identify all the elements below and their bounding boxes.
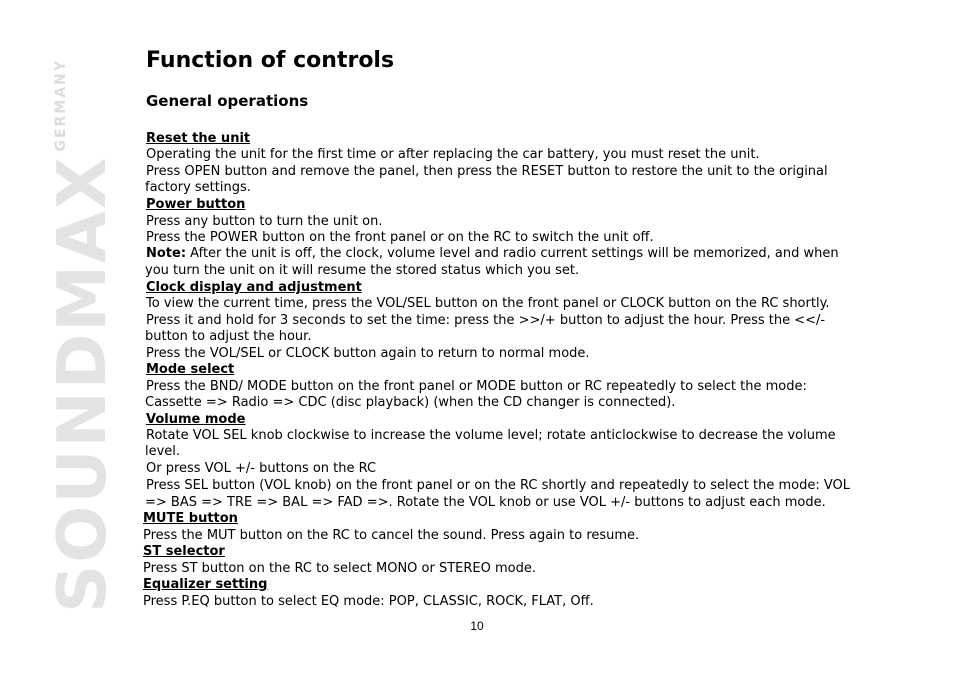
volume-line-5: => BAS => TRE => BAL => FAD =>. Rotate the VOL knob or use VOL +/- buttons to adjust each mode. [145, 495, 826, 510]
section-title: General operations [146, 92, 309, 110]
volume-line-2: level. [145, 444, 181, 459]
power-note-line [146, 246, 839, 262]
power-line-3: After the unit is off, the clock, volume level and radio current settings will be memorized, and when [186, 246, 839, 261]
page-number: 10 [470, 619, 484, 633]
mute-line-1: Press the MUT button on the RC to cancel the sound. Press again to resume. [143, 528, 640, 543]
reset-line-1: Operating the unit for the first time or after replacing the car battery, you must reset the unit. [146, 147, 760, 162]
page-title: Function of controls [146, 48, 395, 73]
volume-line-3: Or press VOL +/- buttons on the RC [146, 461, 377, 476]
clock-line-2: Press it and hold for 3 seconds to set the time: press the >>/+ button to adjust the hour. Press the <</- [146, 313, 826, 328]
reset-line-2: Press OPEN button and remove the panel, then press the RESET button to restore the unit to the original [146, 164, 828, 179]
power-line-2: Press the POWER button on the front panel or on the RC to switch the unit off. [146, 230, 654, 245]
note-label: Note: [146, 246, 187, 261]
eq-heading: Equalizer setting [143, 577, 268, 592]
clock-heading: Clock display and adjustment [146, 280, 362, 295]
reset-heading: Reset the unit [146, 131, 251, 146]
brand-name: SOUNDMAX [43, 155, 121, 613]
eq-line-1: Press P.EQ button to select EQ mode: POP, CLASSIC, ROCK, FLAT, Off. [143, 594, 594, 609]
volume-line-1: Rotate VOL SEL knob clockwise to increase the volume level; rotate anticlockwise to decrease the volume [146, 428, 836, 443]
reset-line-3: factory settings. [145, 180, 251, 195]
clock-line-1: To view the current time, press the VOL/SEL button on the front panel or CLOCK button on the RC shortly. [146, 296, 830, 311]
mode-line-2: Cassette => Radio => CDC (disc playback) (when the CD changer is connected). [145, 395, 676, 410]
power-line-4: you turn the unit on it will resume the stored status which you set. [145, 263, 580, 278]
st-heading: ST selector [143, 544, 225, 559]
mode-heading: Mode select [146, 362, 235, 377]
power-line-1: Press any button to turn the unit on. [146, 214, 383, 229]
clock-line-3: button to adjust the hour. [145, 329, 312, 344]
clock-line-4: Press the VOL/SEL or CLOCK button again to return to normal mode. [146, 346, 590, 361]
volume-heading: Volume mode [146, 412, 246, 427]
volume-line-4: Press SEL button (VOL knob) on the front panel or on the RC shortly and repeatedly to select the mode: VOL [146, 478, 851, 493]
brand-sub: GERMANY [53, 59, 69, 152]
power-heading: Power button [146, 197, 246, 212]
st-line-1: Press ST button on the RC to select MONO or STEREO mode. [143, 561, 536, 576]
mute-heading: MUTE button [143, 511, 238, 526]
mode-line-1: Press the BND/ MODE button on the front panel or MODE button or RC repeatedly to select the mode: [146, 379, 807, 394]
